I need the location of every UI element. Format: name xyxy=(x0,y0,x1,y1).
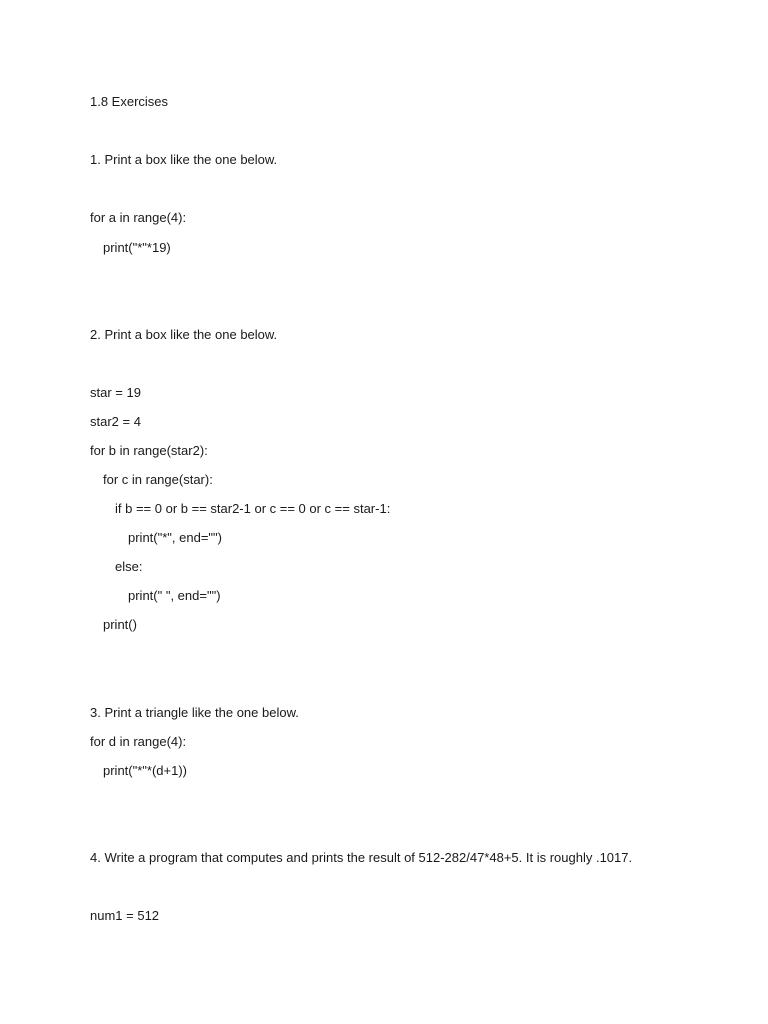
exercise-4-prompt: 4. Write a program that computes and prints the result of 512-282/47*48+5. It is roughly .1017. xyxy=(90,850,633,865)
code-line: for b in range(star2): xyxy=(90,443,208,458)
code-line: if b == 0 or b == star2-1 or c == 0 or c == star-1: xyxy=(115,501,391,516)
section-heading: 1.8 Exercises xyxy=(90,94,169,109)
code-line: else: xyxy=(115,559,143,574)
exercise-2-prompt: 2. Print a box like the one below. xyxy=(90,327,278,342)
code-line: star2 = 4 xyxy=(90,414,141,429)
exercise-1-prompt: 1. Print a box like the one below. xyxy=(90,152,278,167)
code-line: for d in range(4): xyxy=(90,734,187,749)
code-line: for a in range(4): xyxy=(90,210,187,225)
code-line: print("*"*19) xyxy=(103,240,171,255)
code-line: print() xyxy=(103,617,137,632)
code-line: star = 19 xyxy=(90,385,141,400)
code-line: print("*", end="") xyxy=(128,530,222,545)
code-line: print(" ", end="") xyxy=(128,588,221,603)
code-line: for c in range(star): xyxy=(103,472,213,487)
code-line: num1 = 512 xyxy=(90,908,160,923)
code-line: print("*"*(d+1)) xyxy=(103,763,188,778)
exercise-3-prompt: 3. Print a triangle like the one below. xyxy=(90,705,299,720)
